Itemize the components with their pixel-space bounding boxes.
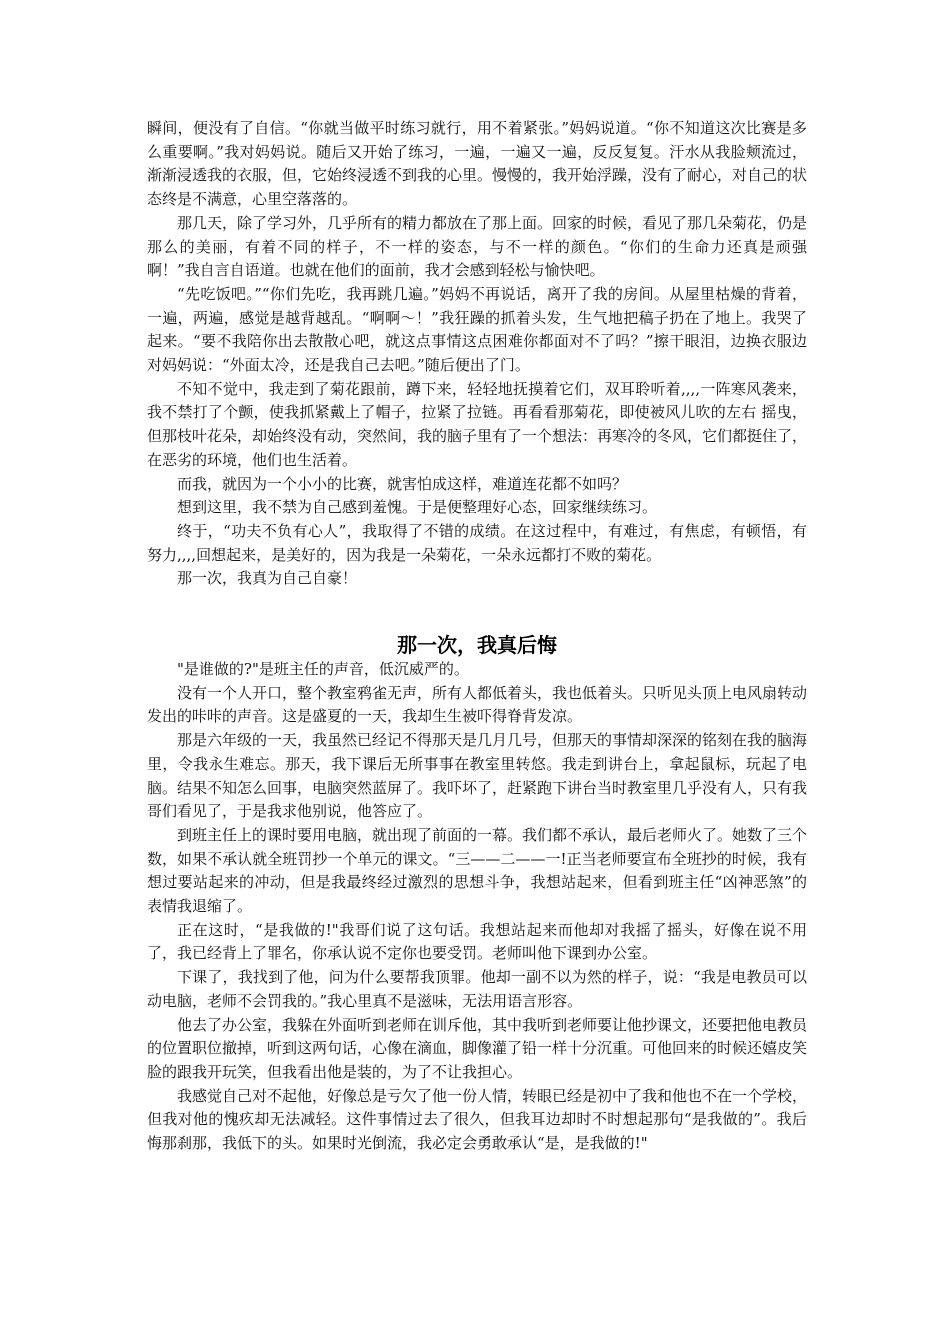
essay-one-paragraph: 终于，“功夫不负有心人”，我取得了不错的成绩。在这过程中，有难过，有焦虑，有顿悟，有努力,,,,回想起来，是美好的，因为我是一朵菊花，一朵永远都打不败的菊花。: [147, 521, 807, 564]
essay-two-paragraph: 没有一个人开口，整个教室鸦雀无声，所有人都低着头，我也低着头。只听见头顶上电风扇转动发出的咔咔的声音。这是盛夏的一天，我却生生被吓得脊背发凉。: [147, 683, 808, 726]
essay-two-title: 那一次，我真后悔: [397, 633, 557, 657]
essay-two-body: [147, 658, 807, 1156]
essay-two-paragraph: 下课了，我找到了他，问为什么要帮我顶罪。他却一副不以为然的样子，说：“我是电教员可以动电脑，老师不会罚我的。”我心里真不是滋味，无法用语言形容。: [147, 968, 807, 1010]
essay-one-paragraph: 想到这里，我不禁为自己感到羞愧。于是便整理好心态，回家继续练习。: [177, 498, 658, 517]
essay-one-paragraph: 瞬间，便没有了自信。“你就当做平时练习就行，用不着紧张。”妈妈说道。“你不知道这次比赛是多么重要啊。”我对妈妈说。随后又开始了练习，一遍，一遍又一遍，反反复复。汗水从我脸颊流过，渐渐浸透我的衣服，但，它始终浸透不到我的心里。慢慢的，我开始浮躁，没有了耐心，对自己的状态终是不满意，心里空落落的。: [147, 119, 808, 209]
essay-one-paragraph: 不知不觉中，我走到了菊花跟前，蹲下来，轻轻地抚摸着它们，双耳聆听着,,,,一阵寒风袭来，我不禁打了个颤，使我抓紧戴上了帽子，拉紧了拉链。再看看那菊花，即使被风儿吹的左右 摇曳，但那枝叶花朵，却始终没有动，突然间，我的脑子里有了一个想法：再寒冷的冬风，它们都挺住了，在恶劣的环境，他们也生活着。: [147, 379, 808, 469]
essay-one-paragraph: “先吃饭吧。”“你们先吃，我再跳几遍。”妈妈不再说话，离开了我的房间。从屋里枯燥的背着，一遍，两遍，感觉是越背越乱。“啊啊～！”我狂躁的抓着头发，生气地把稿子扔在了地上。我哭了起来。“要不我陪你出去散散心吧，就这点事情这点困难你都面对不了吗？”擦干眼泪，边换衣服边对妈妈说：“外面太冷，还是我自己去吧。”随后便出了门。: [147, 284, 807, 375]
essay-one-paragraph: 那几天，除了学习外，几乎所有的精力都放在了那上面。回家的时候，看见了那几朵菊花，仍是那么的美丽，有着不同的样子，不一样的姿态，与不一样的颜色。“你们的生命力还真是顽强啊！”我自言自语道。也就在他们的面前，我才会感到轻松与愉快吧。: [147, 213, 808, 280]
essay-two-paragraph: 正在这时，“是我做的!"我哥们说了这句话。我想站起来而他却对我摇了摇头，好像在说不用了，我已经背上了罪名，你承认说不定你也要受罚。老师叫他下课到办公室。: [147, 920, 807, 963]
essay-two-paragraph: "是谁做的?"是班主任的声音，低沉威严的。: [177, 660, 469, 678]
essay-two-paragraph: 我感觉自己对不起他，好像总是亏欠了他一份人情，转眼已经是初中了我和他也不在一个学校，但我对他的愧疚却无法减轻。这件事情过去了很久，但我耳边却时不时想起那句“是我做的”。我后悔那刹那，我低下的头。如果时光倒流，我必定会勇敢承认“是，是我做的!": [147, 1086, 808, 1153]
essay-one-body: [147, 117, 807, 591]
essay-two-paragraph: 他去了办公室，我躲在外面听到老师在训斥他，其中我听到老师要让他抄课文，还要把他电教员的位置职位撤掉，听到这两句话，心像在滴血，脚像灌了铅一样十分沉重。可他回来的时候还嬉皮笑脸的跟我开玩笑，但我看出他是装的，为了不让我担心。: [147, 1015, 808, 1081]
essay-one-paragraph: 那一次，我真为自己自豪！: [177, 569, 358, 588]
essay-two-paragraph: 到班主任上的课时要用电脑，就出现了前面的一幕。我们都不承认，最后老师火了。她数了三个数，如果不承认就全班罚抄一个单元的课文。“三——二——一!正当老师要宣布全班抄的时候，我有想过要站起来的冲动，但是我最终经过激烈的思想斗争，我想站起来，但看到班主任“凶神恶煞”的表情我退缩了。: [147, 825, 808, 916]
essay-one-paragraph: 而我，就因为一个小小的比赛，就害怕成这样，难道连花都不如吗？: [177, 474, 628, 493]
essay-two-paragraph: 那是六年级的一天，我虽然已经记不得那天是几月几号，但那天的事情却深深的铭刻在我的脑海里，令我永生难忘。那天，我下课后无所事事在教室里转悠。我走到讲台上，拿起鼠标，玩起了电脑。结果不知怎么回事，电脑突然蓝屏了。我吓坏了，赶紧跑下讲台当时教室里几乎没有人，只有我哥们看见了，于是我求他别说，他答应了。: [147, 731, 808, 821]
